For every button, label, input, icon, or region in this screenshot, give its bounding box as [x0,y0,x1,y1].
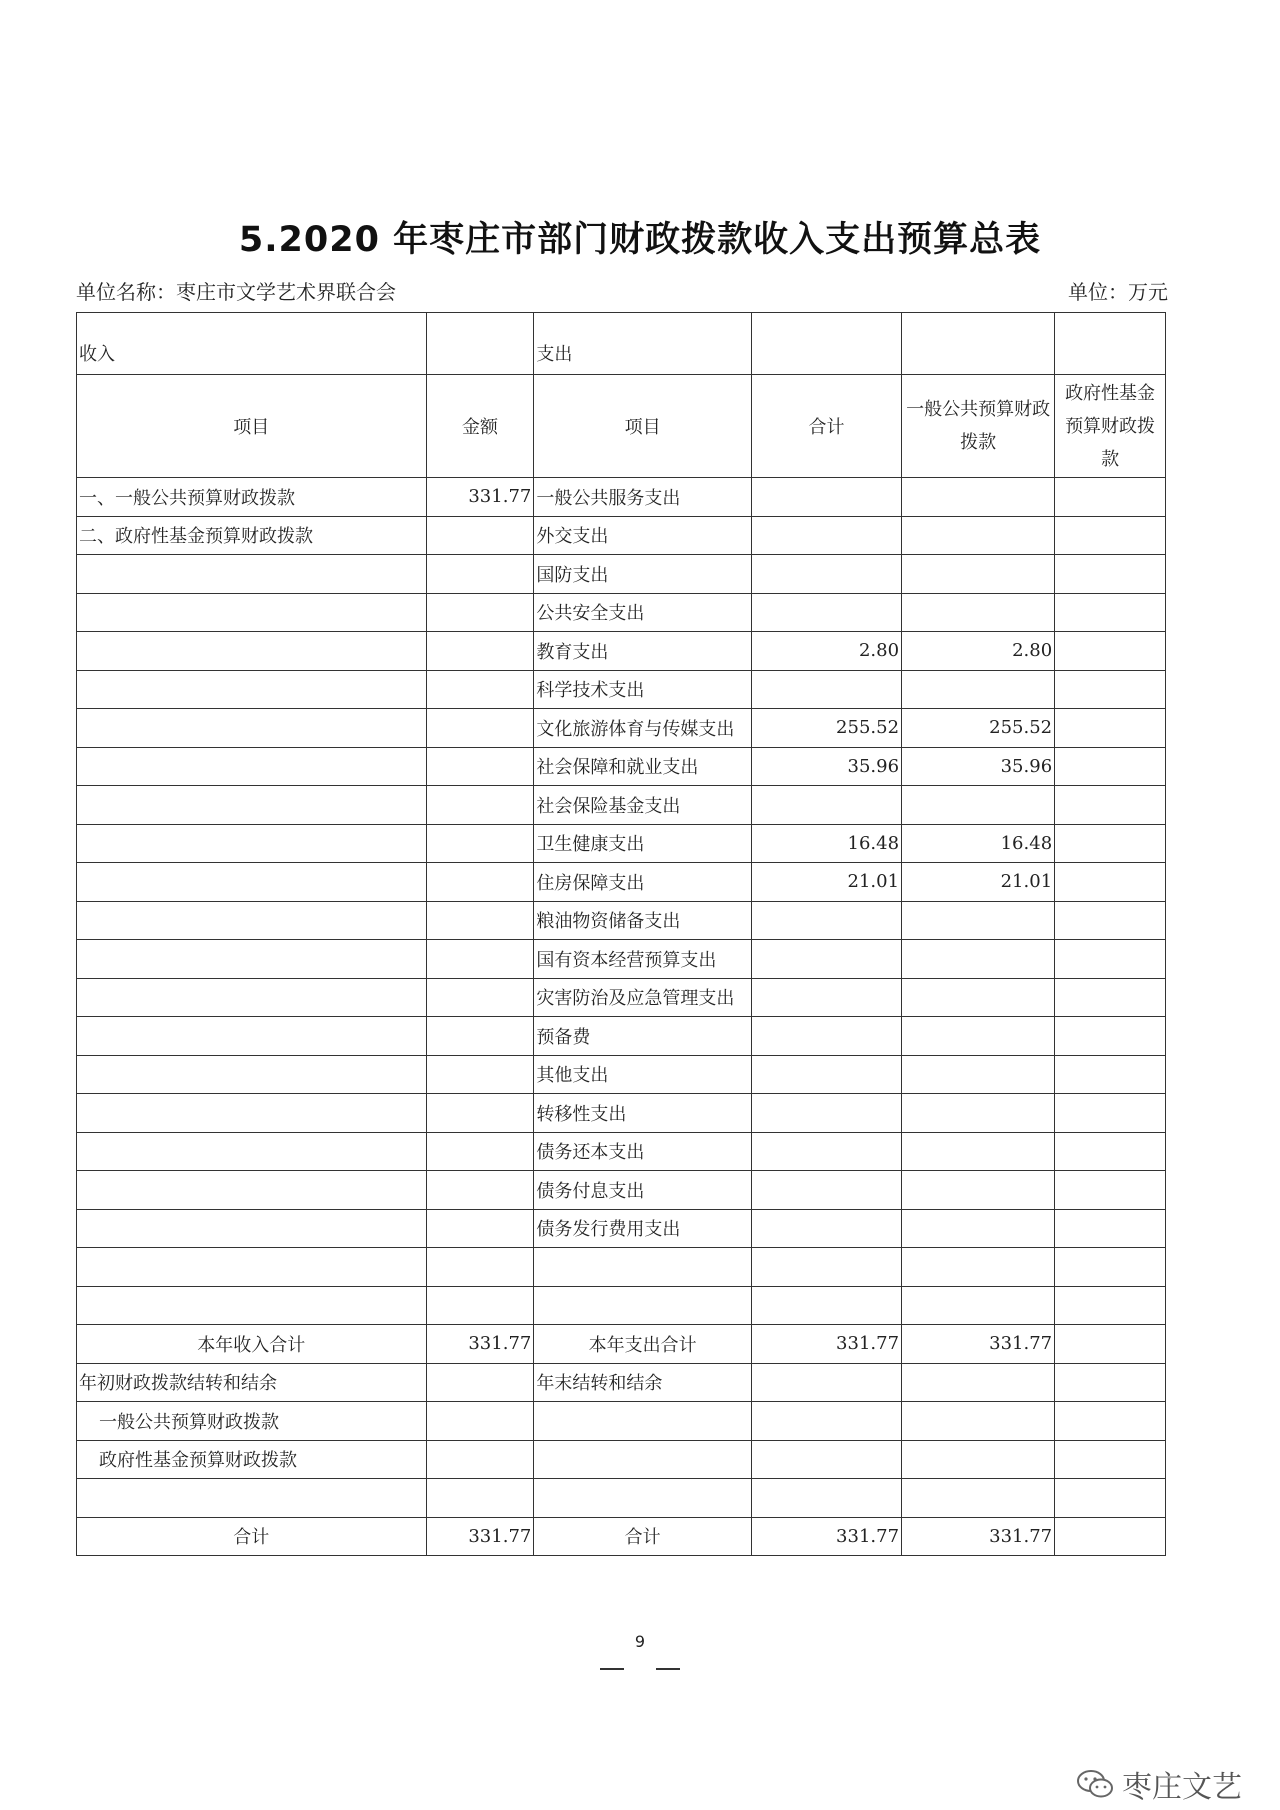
fund-cell [1055,863,1166,902]
fund-cell [1055,1171,1166,1210]
income-item-cell [77,1055,427,1094]
col-income-item: 项目 [77,375,427,478]
fund-cell [1055,824,1166,863]
fund-cell [1055,1094,1166,1133]
general-cell [902,670,1055,709]
general-cell [902,516,1055,555]
expense-item-cell: 债务发行费用支出 [534,1209,752,1248]
table-cell [1055,1440,1166,1479]
expense-item-cell: 转移性支出 [534,1094,752,1133]
fund-cell [1055,1132,1166,1171]
table-row [77,593,1166,632]
fund-cell [1055,786,1166,825]
carry-fund-row [77,1440,1166,1479]
total-cell [751,593,901,632]
total-cell [751,901,901,940]
year-expense-fund [1055,1325,1166,1364]
total-cell: 255.52 [751,709,901,748]
table-row [77,709,1166,748]
income-amount-cell [426,1132,534,1171]
general-cell [902,901,1055,940]
income-item-cell [77,978,427,1017]
grand-total-row [77,1517,1166,1556]
general-cell [902,1055,1055,1094]
fund-cell [1055,901,1166,940]
table-row [77,747,1166,786]
expense-item-cell: 卫生健康支出 [534,824,752,863]
income-amount-cell [426,593,534,632]
income-item-cell [77,632,427,671]
income-item-cell: 一、一般公共预算财政拨款 [77,478,427,517]
fund-cell [1055,1209,1166,1248]
total-cell: 21.01 [751,863,901,902]
income-item-cell [77,786,427,825]
income-amount-cell [426,1171,534,1210]
income-item-cell [77,593,427,632]
general-cell: 255.52 [902,709,1055,748]
general-cell [902,555,1055,594]
general-cell [902,786,1055,825]
table-row [77,824,1166,863]
expense-item-cell: 灾害防治及应急管理支出 [534,978,752,1017]
income-item-cell [77,824,427,863]
income-amount-cell [426,747,534,786]
fund-cell [1055,1286,1166,1325]
year-income-amount: 331.77 [426,1325,534,1364]
general-cell: 2.80 [902,632,1055,671]
general-cell: 35.96 [902,747,1055,786]
table-row [77,1017,1166,1056]
page-dash-left [600,1668,624,1670]
closing-balance-label: 年末结转和结余 [534,1363,752,1402]
income-amount-cell [426,1055,534,1094]
income-item-cell [77,1132,427,1171]
general-cell [902,478,1055,517]
table-cell [751,1402,901,1441]
total-cell [751,1017,901,1056]
col-fund: 政府性基金预算财政拨款 [1055,375,1166,478]
carry-general-row [77,1402,1166,1441]
income-item-cell [77,1209,427,1248]
total-cell [751,786,901,825]
total-cell: 2.80 [751,632,901,671]
table-cell [426,1402,534,1441]
table-cell [751,1363,901,1402]
col-income-amount: 金额 [426,375,534,478]
table-cell [534,1402,752,1441]
table-row [77,1209,1166,1248]
fund-cell [1055,747,1166,786]
income-item-cell [77,940,427,979]
expense-item-cell: 国防支出 [534,555,752,594]
income-item-cell [77,670,427,709]
income-amount-cell [426,555,534,594]
income-amount-cell [426,670,534,709]
table-row [77,478,1166,517]
fund-cell [1055,555,1166,594]
table-row [77,516,1166,555]
watermark-text: 枣庄文艺 [1122,1770,1242,1805]
expense-item-cell: 社会保障和就业支出 [534,747,752,786]
expense-item-cell: 外交支出 [534,516,752,555]
income-item-cell [77,863,427,902]
total-cell: 16.48 [751,824,901,863]
fund-cell [1055,709,1166,748]
table-row [77,940,1166,979]
grand-expense-fund [1055,1517,1166,1556]
table-cell [534,1479,752,1518]
opening-balance-label: 年初财政拨款结转和结余 [77,1363,427,1402]
total-cell: 35.96 [751,747,901,786]
table-cell [1055,1363,1166,1402]
table-cell [751,1479,901,1518]
table-row [77,1132,1166,1171]
income-amount-cell [426,1094,534,1133]
table-cell [902,1402,1055,1441]
general-cell [902,1171,1055,1210]
income-amount-cell: 331.77 [426,478,534,517]
table-cell [534,1440,752,1479]
table-cell [1055,1479,1166,1518]
income-amount-cell [426,1248,534,1287]
page-title: 5.2020 年枣庄市部门财政拨款收入支出预算总表 [238,220,1042,260]
total-cell [751,1055,901,1094]
income-amount-cell [426,863,534,902]
grand-expense-total: 331.77 [751,1517,901,1556]
fund-cell [1055,1055,1166,1094]
unit-name: 单位名称：枣庄市文学艺术界联合会 [76,280,396,304]
watermark [1076,1762,1242,1806]
income-item-cell [77,1248,427,1287]
grand-income-amount: 331.77 [426,1517,534,1556]
general-cell [902,1094,1055,1133]
table-row [77,786,1166,825]
table-row [77,632,1166,671]
income-amount-cell [426,786,534,825]
grand-expense-general: 331.77 [902,1517,1055,1556]
general-cell: 16.48 [902,824,1055,863]
table-row [77,1248,1166,1287]
grand-expense-label: 合计 [534,1517,752,1556]
expense-item-cell: 科学技术支出 [534,670,752,709]
blank-row [77,1479,1166,1518]
general-cell [902,1017,1055,1056]
income-item-cell [77,1094,427,1133]
year-expense-label: 本年支出合计 [534,1325,752,1364]
income-item-cell: 二、政府性基金预算财政拨款 [77,516,427,555]
expense-item-cell: 国有资本经营预算支出 [534,940,752,979]
fund-cell [1055,516,1166,555]
table-row [77,978,1166,1017]
income-item-cell [77,747,427,786]
income-header: 收入 [77,313,427,375]
fund-cell [1055,593,1166,632]
expense-item-cell: 其他支出 [534,1055,752,1094]
expense-header: 支出 [534,313,752,375]
general-cell [902,940,1055,979]
col-total: 合计 [751,375,901,478]
col-general: 一般公共预算财政拨款 [902,375,1055,478]
table-row [77,670,1166,709]
expense-item-cell: 粮油物资储备支出 [534,901,752,940]
table-row [77,863,1166,902]
table-cell [426,1440,534,1479]
general-cell [902,1286,1055,1325]
income-item-cell [77,555,427,594]
fund-cell [1055,1017,1166,1056]
table-cell [902,1440,1055,1479]
total-cell [751,516,901,555]
expense-item-cell: 文化旅游体育与传媒支出 [534,709,752,748]
general-cell: 21.01 [902,863,1055,902]
fund-cell [1055,1248,1166,1287]
table-row [77,555,1166,594]
carry-row [77,1363,1166,1402]
table-cell [902,1363,1055,1402]
grand-income-label: 合计 [77,1517,427,1556]
total-cell [751,978,901,1017]
unit-label: 单位：万元 [1068,280,1168,304]
income-item-cell [77,1171,427,1210]
general-cell [902,1248,1055,1287]
total-cell [751,1248,901,1287]
fund-cell [1055,632,1166,671]
expense-item-cell: 教育支出 [534,632,752,671]
carry-fund-label: 政府性基金预算财政拨款 [77,1440,427,1479]
income-amount-cell [426,709,534,748]
income-amount-cell [426,1209,534,1248]
table-row [77,1171,1166,1210]
income-amount-cell [426,1286,534,1325]
table-cell [902,1479,1055,1518]
wechat-icon [1076,1768,1114,1800]
year-expense-general: 331.77 [902,1325,1055,1364]
expense-item-cell [534,1286,752,1325]
income-item-cell [77,1286,427,1325]
expense-item-cell: 预备费 [534,1017,752,1056]
table-cell [426,1479,534,1518]
general-cell [902,978,1055,1017]
total-cell [751,940,901,979]
income-item-cell [77,709,427,748]
income-amount-cell [426,1017,534,1056]
fund-cell [1055,978,1166,1017]
fund-cell [1055,940,1166,979]
total-cell [751,1209,901,1248]
header-row-top [77,313,1166,375]
table-cell [77,1479,427,1518]
total-cell [751,1132,901,1171]
table-cell [426,1363,534,1402]
page-dash-right [656,1668,680,1670]
year-expense-total: 331.77 [751,1325,901,1364]
income-amount-cell [426,978,534,1017]
expense-item-cell: 债务付息支出 [534,1171,752,1210]
income-amount-cell [426,632,534,671]
general-cell [902,1132,1055,1171]
general-cell [902,1209,1055,1248]
total-cell [751,555,901,594]
fund-cell [1055,670,1166,709]
income-amount-cell [426,901,534,940]
total-cell [751,1286,901,1325]
col-expense-item: 项目 [534,375,752,478]
income-item-cell [77,1017,427,1056]
table-row [77,901,1166,940]
table-cell [1055,1402,1166,1441]
total-cell [751,1094,901,1133]
income-item-cell [77,901,427,940]
table-row [77,1094,1166,1133]
table-cell [751,1440,901,1479]
table-row [77,1055,1166,1094]
expense-item-cell: 债务还本支出 [534,1132,752,1171]
total-cell [751,1171,901,1210]
income-amount-cell [426,516,534,555]
income-amount-cell [426,824,534,863]
fund-cell [1055,478,1166,517]
page-number: 9 [634,1632,646,1651]
total-cell [751,670,901,709]
header-row-sub [77,375,1166,478]
total-cell [751,478,901,517]
budget-table [76,312,1166,1556]
expense-item-cell: 住房保障支出 [534,863,752,902]
general-cell [902,593,1055,632]
expense-item-cell: 一般公共服务支出 [534,478,752,517]
expense-item-cell [534,1248,752,1287]
carry-general-label: 一般公共预算财政拨款 [77,1402,427,1441]
income-amount-cell [426,940,534,979]
expense-item-cell: 公共安全支出 [534,593,752,632]
year-total-row [77,1325,1166,1364]
expense-item-cell: 社会保险基金支出 [534,786,752,825]
table-row [77,1286,1166,1325]
year-income-label: 本年收入合计 [77,1325,427,1364]
